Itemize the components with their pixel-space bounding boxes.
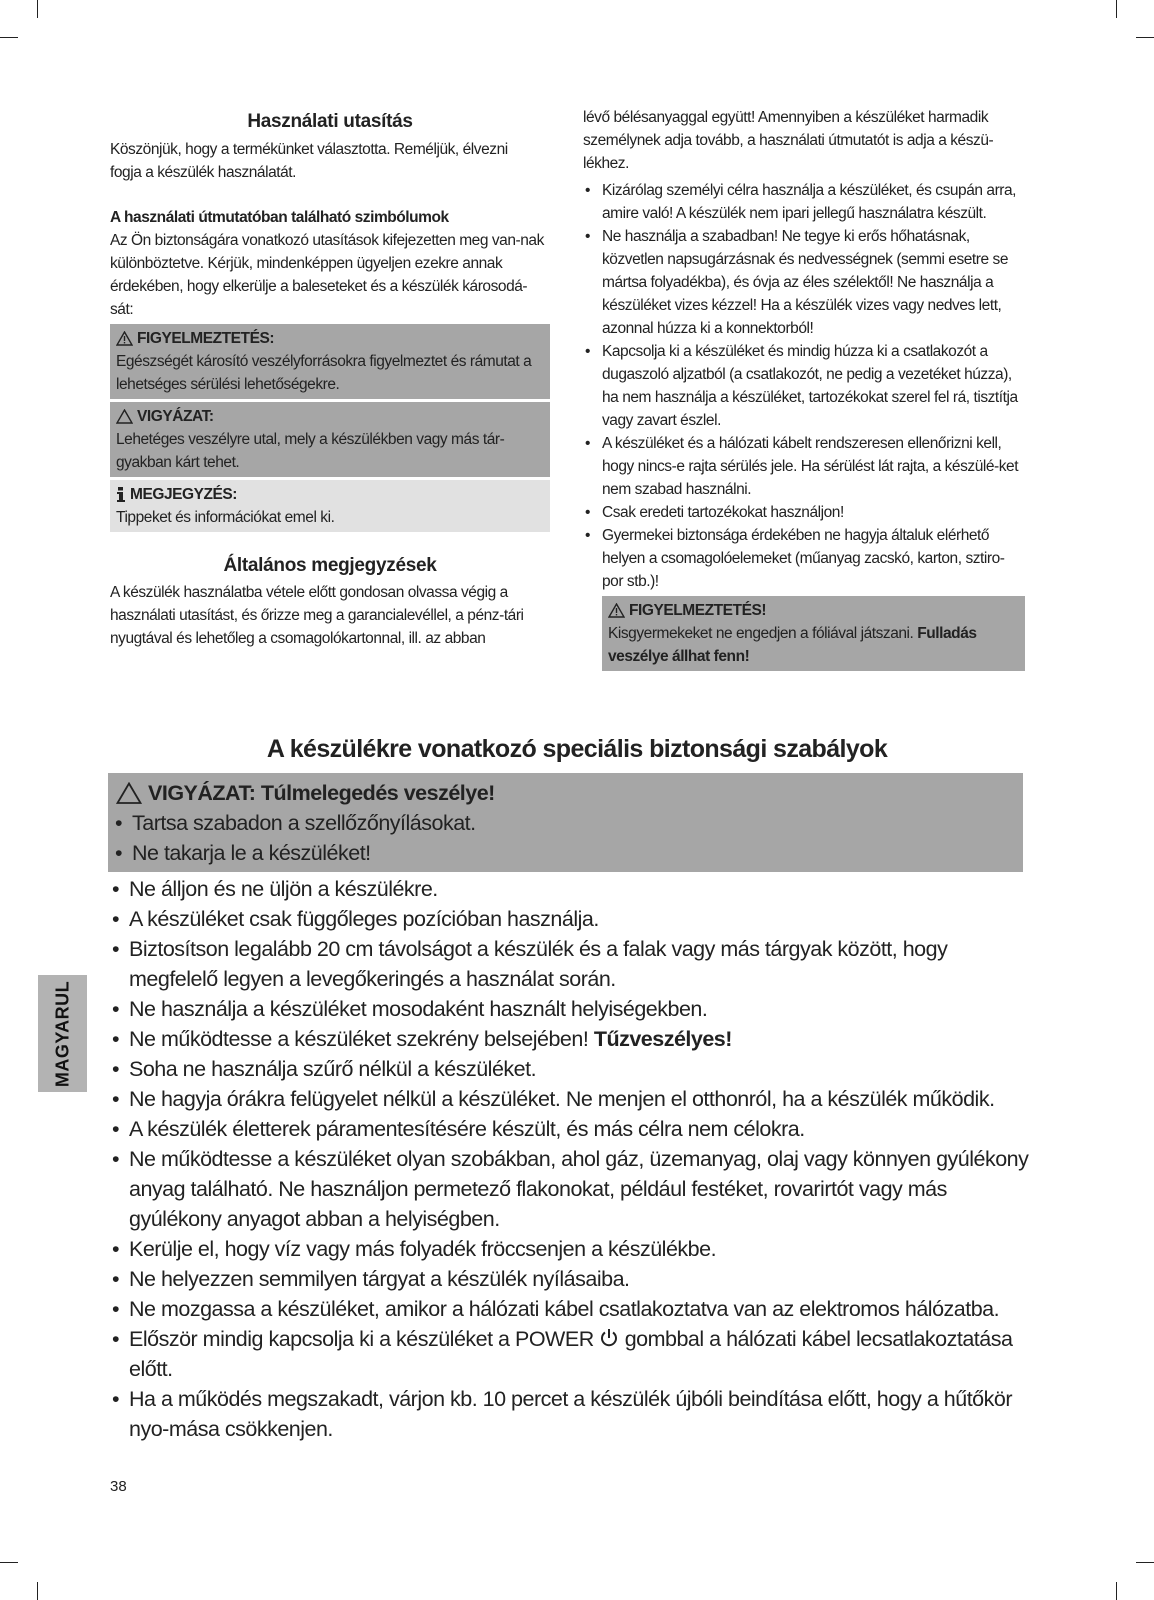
- page-number: 38: [110, 1478, 127, 1495]
- note-text: Tippeket és információkat emel ki.: [116, 509, 335, 526]
- crop-mark: [0, 37, 18, 38]
- overheat-content: [110, 778, 1040, 868]
- manual-title: Használati utasítás: [247, 111, 413, 132]
- warning-text: Egészségét károsító veszélyforrásokra figyelmeztet és rámutat a lehetséges sérülési lehetőségekre.: [116, 353, 532, 393]
- caution-title: VIGYÁZAT:: [137, 408, 214, 425]
- special-rules-title: A készülékre vonatkozó speciális biztonsági szabályok: [266, 735, 888, 763]
- note-box: [110, 480, 550, 532]
- caution-triangle-icon: [116, 409, 133, 424]
- power-icon: [599, 1328, 619, 1348]
- warning-box: [110, 324, 550, 399]
- crop-mark: [37, 1582, 38, 1600]
- warning-title: FIGYELMEZTETÉS:: [137, 330, 275, 347]
- crop-mark: [1136, 1562, 1154, 1563]
- foil-warning-bold: Fulladás veszélye állhat fenn!: [608, 625, 977, 665]
- list-item: • A készüléket csak függőleges pozícióban használja.: [110, 904, 1040, 934]
- general-title: Általános megjegyzések: [223, 555, 437, 576]
- continued-text: lévő bélésanyaggal együtt! Amennyiben a készüléket harmadik személynek adja tovább, a használati útmutatót is adja a készü-lékhez.: [583, 109, 994, 172]
- overheat-list: [110, 808, 1040, 868]
- list-item: • Ha a működés megszakadt, várjon kb. 10 percet a készülék újbóli beindítása előtt, hogy a hűtőkör nyo-mása csökkenjen.: [110, 1384, 1040, 1444]
- note-title: MEGJEGYZÉS:: [130, 486, 238, 503]
- list-item: • Gyermekei biztonsága érdekében ne hagyja általuk elérhető helyen a csomagolóelemeket (műanyag zacskó, karton, sztiro-por stb.)!: [583, 524, 1025, 593]
- right-column: [583, 106, 1025, 674]
- list-item: • Ne működtesse a készüléket szekrény belsejében! Tűzveszélyes!: [110, 1024, 1040, 1054]
- list-item: • Először mindig kapcsolja ki a készüléket a POWER gombbal a hálózati kábel lecsatlakoztatása előtt.: [110, 1324, 1040, 1384]
- caution-box: [110, 402, 550, 477]
- warning-triangle-icon: [608, 603, 625, 618]
- list-item: • Ne mozgassa a készüléket, amikor a hálózati kábel csatlakoztatva van az elektromos hálózatba.: [110, 1294, 1040, 1324]
- list-item: • Kerülje el, hogy víz vagy más folyadék fröccsenjen a készülékbe.: [110, 1234, 1040, 1264]
- list-item: • Kizárólag személyi célra használja a készüléket, és csupán arra, amire való! A készülék nem ipari jellegű használatra készült.: [583, 179, 1025, 225]
- crop-mark: [1116, 1582, 1117, 1600]
- rules-section: [110, 874, 1040, 1444]
- list-item: • Ne álljon és ne üljön a készülékre.: [110, 874, 1040, 904]
- list-item: • Soha ne használja szűrő nélkül a készüléket.: [110, 1054, 1040, 1084]
- list-item: • Ne takarja le a készüléket!: [113, 838, 1040, 868]
- language-label: MAGYARUL: [52, 980, 72, 1087]
- left-column: [110, 110, 550, 650]
- symbols-text: Az Ön biztonságára vonatkozó utasítások kifejezetten meg van-nak különböztetve. Kérjük, mindenképpen ügyeljen ezekre annak érdekében, hogy elkerülje a baleseteket és a készülék károsodá-sát:: [110, 232, 544, 318]
- crop-mark: [1116, 0, 1117, 18]
- info-icon: [116, 487, 126, 502]
- list-item: • Ne használja a szabadban! Ne tegye ki erős hőhatásnak, közvetlen napsugárzásnak és nedvességnek (semmi esetre se mártsa folyadékba), és óvja az éles szélektől! Ne használja a készüléket vizes kézzel! Ha a készülék vizes vagy nedves lett, azonnal húzza ki a konnektorból!: [583, 225, 1025, 340]
- foil-warning-title: FIGYELMEZTETÉS!: [629, 602, 767, 619]
- symbols-heading: A használati útmutatóban található szimbólumok: [110, 209, 449, 226]
- list-item: • A készüléket és a hálózati kábelt rendszeresen ellenőrizni kell, hogy nincs-e rajta sérülés jele. Ha sérülést lát rajta, a készülé-ket nem szabad használni.: [583, 432, 1025, 501]
- crop-mark: [37, 0, 38, 18]
- safety-list: [583, 179, 1025, 593]
- list-item: • Kapcsolja ki a készüléket és mindig húzza ki a csatlakozót a dugaszoló aljzatból (a csatlakozót, ne pedig a vezetéket húzza), ha nem használja a készüléket, tartozékokat szerel fel rá, tisztítja vagy zavart észlel.: [583, 340, 1025, 432]
- list-item: • Ne működtesse a készüléket olyan szobákban, ahol gáz, üzemanyag, olaj vagy könnyen gyúlékony anyag található. Ne használjon permetező flakonokat, például festéket, rovarirtót vagy más gyúlékony anyagot abban a helyiségben.: [110, 1144, 1040, 1234]
- list-item: • Ne helyezzen semmilyen tárgyat a készülék nyílásaiba.: [110, 1264, 1040, 1294]
- caution-triangle-icon: [116, 782, 142, 804]
- language-tab: [38, 975, 87, 1092]
- crop-mark: [1136, 37, 1154, 38]
- list-item: • A készülék életterek páramentesítésére készült, és más célra nem célokra.: [110, 1114, 1040, 1144]
- foil-warning-box: [602, 596, 1025, 671]
- list-item: • Ne használja a készüléket mosodaként használt helyiségekben.: [110, 994, 1040, 1024]
- list-item: • Biztosítson legalább 20 cm távolságot a készülék és a falak vagy más tárgyak között, hogy megfelelő legyen a levegőkeringés a használat során.: [110, 934, 1040, 994]
- fire-hazard-label: Tűzveszélyes!: [593, 1027, 732, 1051]
- rules-list: [110, 874, 1040, 1444]
- crop-mark: [0, 1562, 18, 1563]
- foil-warning-text: Kisgyermekeket ne engedjen a fóliával játszani.: [608, 625, 914, 642]
- overheat-title: VIGYÁZAT: Túlmelegedés veszélye!: [148, 781, 495, 805]
- caution-text: Lehetéges veszélyre utal, mely a készülékben vagy más tár-gyakban kárt tehet.: [116, 431, 505, 471]
- list-item: • Csak eredeti tartozékokat használjon!: [583, 501, 1025, 524]
- warning-triangle-icon: [116, 331, 133, 346]
- intro-text: Köszönjük, hogy a termékünket választotta. Reméljük, élvezni fogja a készülék használatát.: [110, 141, 508, 181]
- list-item: • Tartsa szabadon a szellőzőnyílásokat.: [113, 808, 1040, 838]
- list-item: • Ne hagyja órákra felügyelet nélkül a készüléket. Ne menjen el otthonról, ha a készülék működik.: [110, 1084, 1040, 1114]
- general-text: A készülék használatba vétele előtt gondosan olvassa végig a használati utasítást, és őrizze meg a garancialevéllel, a pénz-tári nyugtával és lehetőleg a csomagolókartonnal, ill. az abban: [110, 584, 524, 647]
